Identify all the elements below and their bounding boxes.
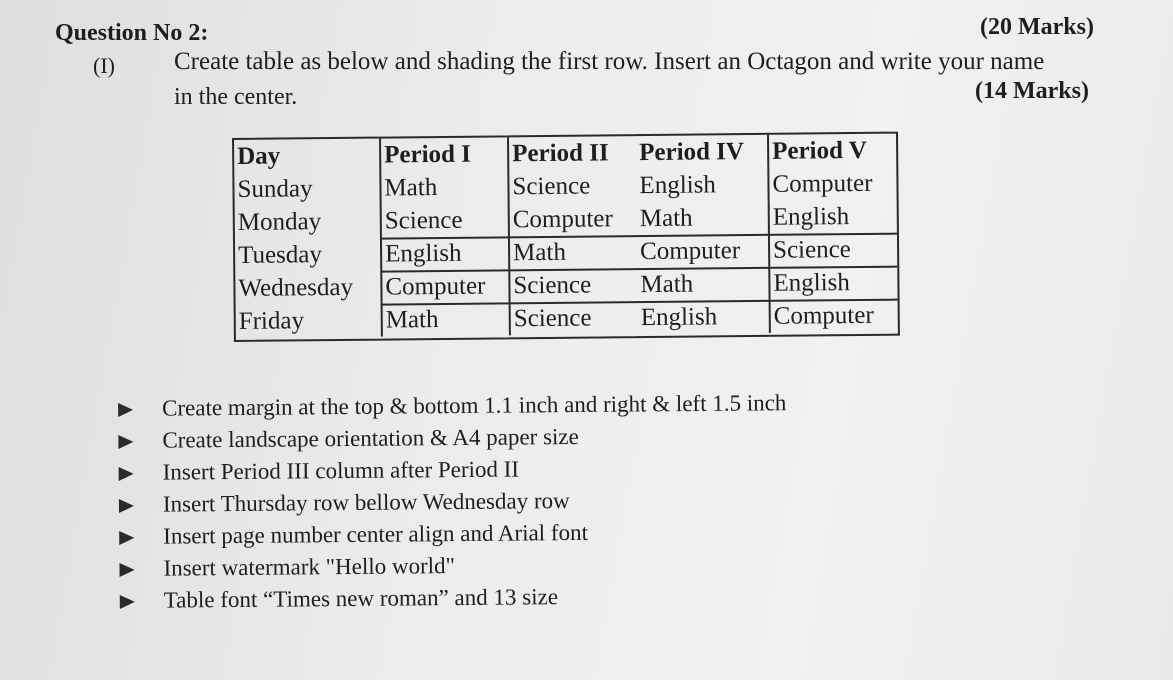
- table-cell: Computer: [639, 237, 741, 266]
- list-item-text: Create landscape orientation & A4 paper size: [162, 423, 579, 453]
- table-cell: English: [639, 171, 717, 200]
- list-item-text: Create margin at the top & bottom 1.1 inch and right & left 1.5 inch: [161, 390, 787, 421]
- table-cell: Sunday: [237, 175, 313, 203]
- part-number: (I): [93, 53, 115, 78]
- list-item-text: Insert Period III column after Period II: [162, 456, 520, 485]
- instruction-line-1: Create table as below and shading the first row. Insert an Octagon and write your name: [174, 48, 1045, 75]
- list-item-text: Insert Thursday row bellow Wednesday row: [162, 488, 570, 517]
- arrow-bullet-icon: [118, 403, 133, 417]
- list-item-text: Table font “Times new roman” and 13 size: [163, 584, 559, 613]
- list-item-text: Insert watermark "Hello world": [163, 553, 456, 581]
- part-marks: (14 Marks): [975, 78, 1089, 104]
- arrow-bullet-icon: [120, 595, 135, 609]
- question-marks: (20 Marks): [980, 14, 1094, 40]
- arrow-bullet-icon: [119, 499, 134, 513]
- table-cell: Math: [639, 204, 693, 233]
- table-cell: Science: [768, 233, 897, 267]
- header-cell-period-1: Period I: [379, 137, 507, 171]
- table-cell: English: [768, 266, 897, 300]
- table-cell: Math: [381, 302, 509, 336]
- arrow-bullet-icon: [119, 563, 134, 577]
- table-cell: Science: [508, 268, 637, 302]
- table-cell: Friday: [238, 307, 305, 335]
- table-cell: Math: [640, 270, 694, 299]
- instruction-list: [118, 390, 787, 620]
- table-cell: Tuesday: [237, 241, 323, 269]
- table-cell: Computer: [767, 167, 896, 201]
- table-cell: Computer: [769, 299, 898, 333]
- arrow-bullet-icon: [119, 531, 134, 545]
- table-cell: Science: [509, 301, 638, 335]
- table-cell: English: [380, 236, 508, 270]
- table-row: [236, 299, 898, 338]
- instruction-line-2: in the center.: [174, 84, 298, 110]
- header-cell-period-2: Period II: [507, 136, 636, 170]
- table-cell: English: [768, 200, 897, 234]
- list-item-text: Insert page number center align and Arial font: [163, 519, 589, 549]
- table-cell: English: [640, 303, 718, 332]
- timetable: [232, 132, 900, 342]
- arrow-bullet-icon: [118, 435, 133, 449]
- table-cell: Math: [508, 235, 637, 269]
- arrow-bullet-icon: [119, 467, 134, 481]
- header-cell-period-5: Period V: [767, 134, 896, 168]
- question-title: Question No 2:: [55, 20, 209, 46]
- table-cell: Computer: [508, 202, 637, 236]
- table-cell: Computer: [380, 269, 508, 303]
- table-cell: Science: [380, 203, 508, 237]
- header-cell-period-4: Period IV: [639, 138, 745, 167]
- table-cell: Science: [507, 169, 636, 203]
- table-cell: Monday: [237, 208, 322, 236]
- table-cell: Math: [379, 170, 507, 204]
- header-cell-day: Day: [237, 142, 281, 170]
- table-cell: Wednesday: [238, 273, 354, 302]
